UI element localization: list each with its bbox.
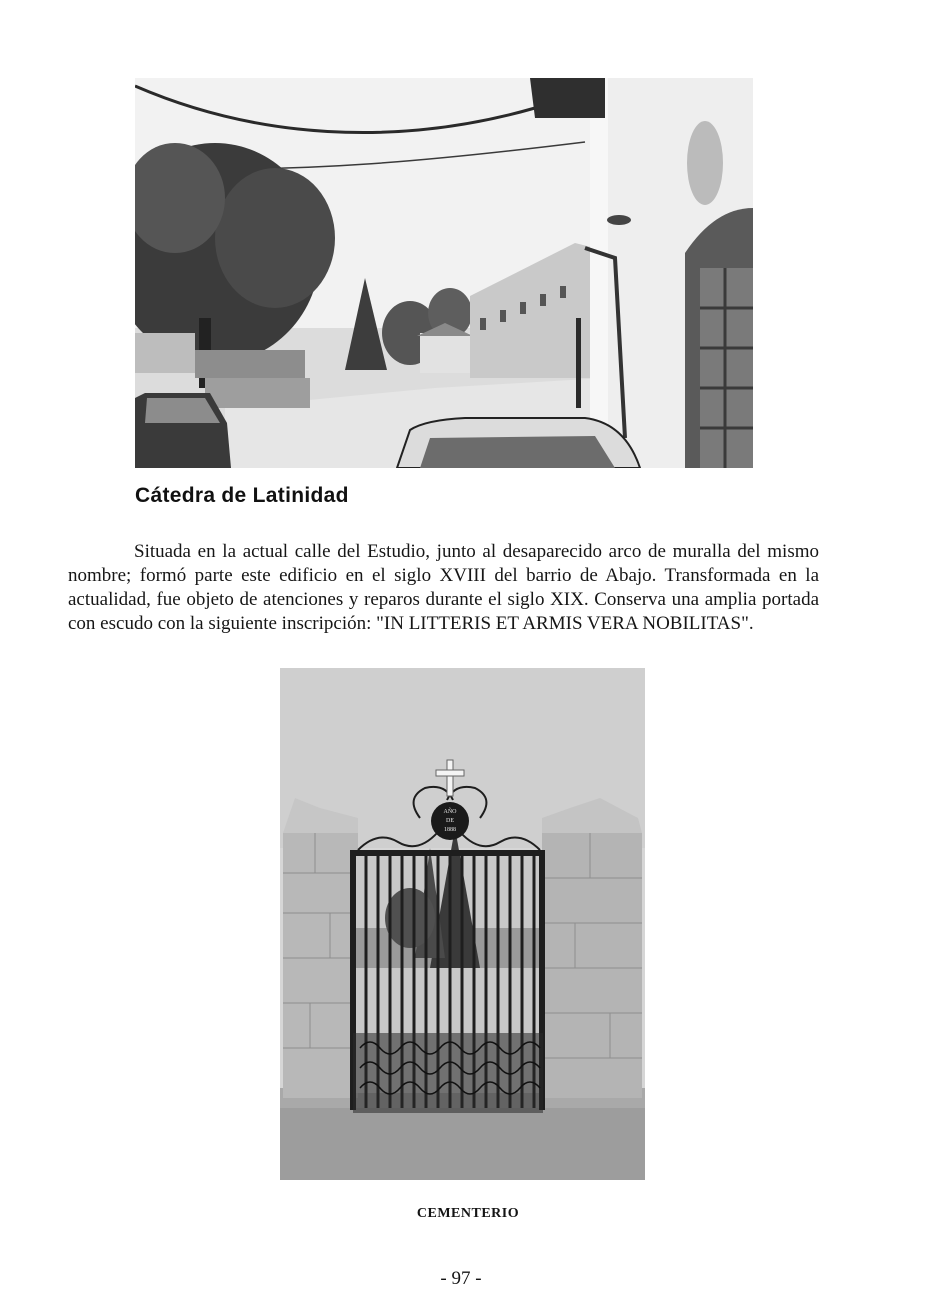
- photo-caption: [0, 1206, 948, 1222]
- page-number: [0, 1268, 948, 1290]
- plaque-line-2: DE: [446, 818, 454, 824]
- plaque-line-1: AÑO: [443, 809, 457, 815]
- section-heading: Cátedra de Latinidad: [135, 484, 349, 507]
- street-photo: [135, 78, 753, 468]
- body-paragraph: Situada en la actual calle del Estudio, junto al desaparecido arco de muralla del mismo nombre; formó parte este edificio en el siglo XVIII del barrio de Abajo. Transformada en la actualidad, fue objeto de atenciones y reparos durante el siglo XIX. Conserva una amplia portada con escudo con la siguiente inscripción: "IN LITTERIS ET ARMIS VERA NOBILITAS".: [68, 541, 819, 634]
- cemetery-gate-photo: [280, 668, 645, 1180]
- plaque-line-3: 1888: [444, 827, 456, 833]
- cemetery-gate-illustration: [280, 668, 645, 1180]
- photo-caption-text: CEMENTERIO: [416, 1206, 520, 1221]
- page-number-text: - 97 -: [440, 1268, 482, 1289]
- street-photo-illustration: [135, 78, 753, 468]
